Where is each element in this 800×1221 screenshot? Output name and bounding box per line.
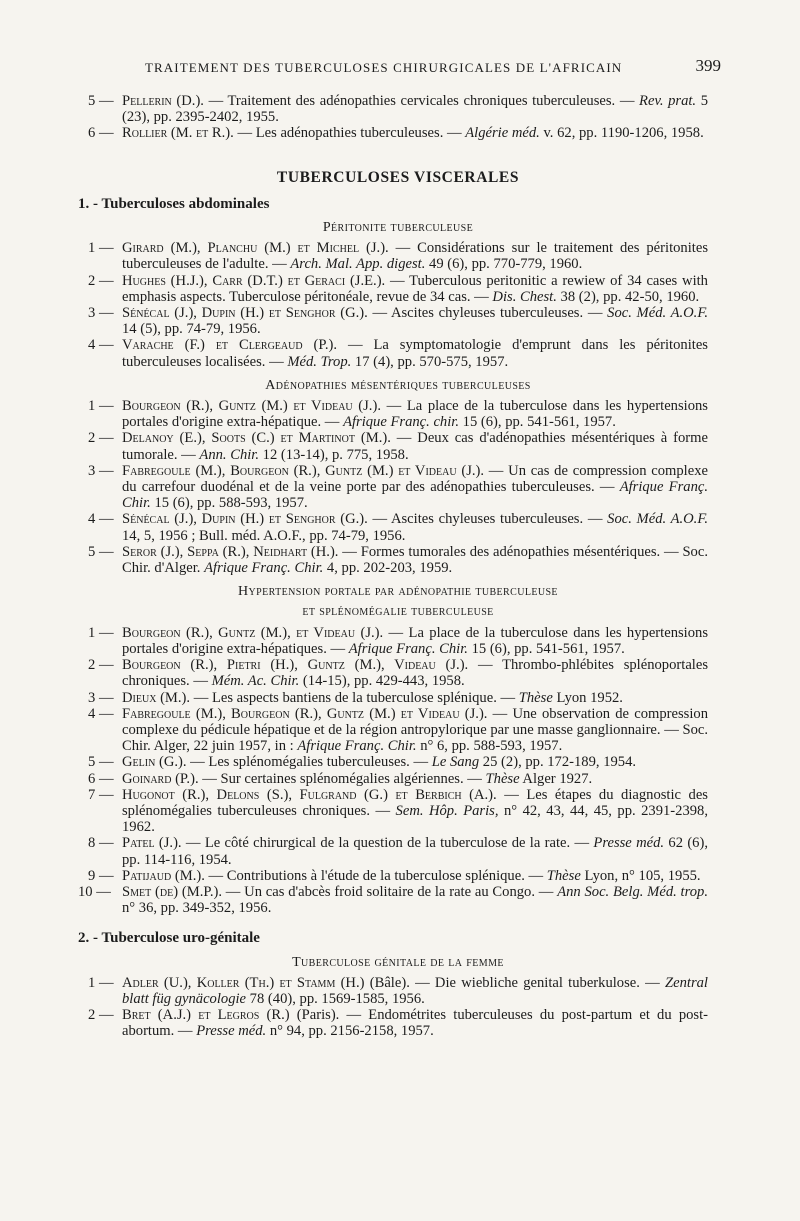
reference-journal: Afrique Franç. chir.: [343, 414, 459, 431]
reference-text: — Une observation de compression complexe du pédicule hépatique et de la région antropylorique par une masse ganglionnaire. — Soc. Chir. Alger, 22 juin 1957, in :: [122, 705, 708, 755]
reference-body: [122, 544, 708, 576]
reference-authors: Patel (J.).: [122, 835, 182, 852]
reference-journal: Dis. Chest.: [492, 288, 557, 305]
reference-entry: [88, 240, 708, 272]
reference-journal: Afrique Franç. Chir.: [122, 479, 708, 512]
reference-text: (Paris). — Endométrites tuberculeuses du post-partum et du post-abortum. —: [122, 1007, 709, 1040]
reference-journal: Mém. Ac. Chir.: [211, 673, 300, 690]
reference-body: [122, 398, 708, 430]
reference-authors: Seror (J.), Seppa (R.), Neidhart (H.).: [122, 543, 339, 560]
reference-entry: [88, 787, 708, 836]
reference-entry: [88, 868, 708, 884]
reference-tail: 4, pp. 202-203, 1959.: [323, 560, 453, 577]
reference-number: 4 —: [88, 337, 114, 354]
reference-text: — Tuberculous peritonitic a rewiew of 34 cases with emphasis aspects. Tuberculose péritonéale, revue de 34 cas. —: [122, 272, 708, 305]
reference-tail: n° 42, 43, 44, 45, pp. 2391-2398, 1962.: [122, 802, 708, 836]
group-heading-peritonite: Péritonite tuberculeuse: [322, 220, 474, 236]
reference-number: 5 —: [88, 93, 114, 109]
reference-journal: Thèse: [485, 770, 520, 787]
reference-list-continued: [88, 93, 708, 142]
reference-text: — Les étapes du diagnostic des splénomégalies tuberculeuses chroniques. —: [122, 786, 708, 819]
reference-number-value: 8: [88, 835, 96, 852]
reference-body: [122, 706, 708, 755]
reference-authors: Smet (de) (M.P.).: [122, 883, 222, 900]
reference-authors: Gelin (G.).: [122, 754, 187, 771]
reference-tail: 15 (6), pp. 541-561, 1957.: [467, 640, 625, 657]
reference-number: 3 —: [88, 689, 114, 706]
reference-text: — Les adénopathies tuberculeuses. —: [233, 125, 466, 142]
reference-authors: Fabregoule (M.), Bourgeon (R.), Guntz (M.) et Videau (J.).: [122, 462, 485, 479]
running-header: [145, 56, 721, 76]
reference-authors: Varache (F.) et Clergeaud (P.).: [122, 337, 338, 354]
reference-number-value: 7: [88, 786, 96, 803]
reference-number: 2 —: [88, 430, 114, 447]
reference-number: 5 —: [88, 543, 114, 560]
section-title: TUBERCULOSES VISCERALES: [276, 168, 520, 186]
reference-journal: Arch. Mal. App. digest.: [290, 256, 426, 273]
reference-body: [122, 754, 708, 770]
reference-number-value: 5: [88, 93, 96, 109]
reference-body: [122, 305, 708, 337]
reference-number-value: 4: [88, 705, 96, 722]
reference-tail: 25 (2), pp. 172-189, 1954.: [479, 754, 637, 771]
reference-tail: n° 94, pp. 2156-2158, 1957.: [266, 1023, 434, 1040]
reference-body: [122, 273, 708, 305]
reference-entry: [88, 337, 708, 369]
reference-number: 3 —: [88, 462, 114, 479]
reference-authors: Adler (U.), Koller (Th.) et Stamm (H.): [122, 974, 365, 991]
reference-tail: 17 (4), pp. 570-575, 1957.: [351, 353, 509, 370]
reference-text: — Contributions à l'étude de la tuberculose splénique. —: [204, 867, 547, 884]
reference-journal: Ann Soc. Belg. Méd. trop.: [557, 883, 708, 900]
reference-number: 5 —: [88, 754, 114, 771]
reference-number-value: 2: [88, 657, 96, 674]
reference-authors: Bourgeon (R.), Guntz (M.), et Videau (J.).: [122, 624, 384, 641]
reference-number: 3 —: [88, 305, 114, 322]
reference-entry: [88, 511, 708, 543]
reference-number-value: 5: [88, 543, 96, 560]
reference-number: 6 —: [88, 125, 114, 142]
reference-body: [122, 240, 708, 272]
reference-tail: 15 (6), pp. 541-561, 1957.: [459, 414, 616, 431]
reference-tail: Lyon 1952.: [552, 689, 623, 706]
reference-journal: Méd. Trop.: [287, 353, 352, 370]
reference-text: — Un cas de compression complexe du carrefour duodénal et de la veine porte par des adénopathies tuberculeuses. —: [122, 462, 708, 496]
reference-text: — Ascites chyleuses tuberculeuses. —: [367, 305, 608, 322]
page-number: 399: [695, 56, 721, 75]
reference-entry: [88, 835, 708, 867]
reference-journal: Ann. Chir.: [199, 446, 260, 463]
reference-number-value: 6: [88, 770, 96, 787]
reference-text: — La place de la tuberculose dans les hypertensions portales d'origine extra-hépatiques. —: [122, 624, 708, 657]
reference-number: 6 —: [88, 770, 114, 787]
reference-entry: [88, 754, 708, 770]
reference-text: — Deux cas d'adénopathies mésentériques à forme tumorale. —: [122, 430, 708, 463]
reference-number-value: 6: [88, 125, 96, 142]
reference-number-value: 4: [88, 337, 96, 354]
reference-entry: [88, 305, 708, 337]
reference-number-value: 4: [88, 511, 96, 528]
reference-entry: [88, 463, 708, 512]
reference-tail: 38 (2), pp. 42-50, 1960.: [556, 288, 700, 305]
reference-number-value: 1: [88, 624, 96, 641]
reference-number: 8 —: [88, 835, 114, 852]
reference-tail: 5 (23), pp. 2395-2402, 1955.: [122, 93, 708, 126]
reference-number-value: 3: [88, 689, 96, 706]
reference-entry: [88, 125, 708, 141]
reference-authors: Sénécal (J.), Dupin (H.) et Senghor (G.).: [122, 305, 368, 322]
reference-text: — Le côté chirurgical de la question de la tuberculose de la rate. —: [181, 835, 594, 852]
reference-text: — Formes tumorales des adénopathies mésentériques. — Soc. Chir. d'Alger.: [122, 543, 708, 577]
reference-journal: Soc. Méd. A.O.F.: [607, 511, 709, 528]
reference-list-peritonite: [88, 240, 708, 370]
reference-tail: 15 (6), pp. 588-593, 1957.: [150, 495, 308, 512]
reference-body: [122, 1007, 708, 1039]
reference-number: 1 —: [88, 974, 114, 991]
reference-list-hypertension: [78, 624, 709, 917]
group-heading-hypertension-line1: Hypertension portale par adénopathie tuberculeuse: [238, 584, 558, 600]
reference-number-value: 9: [88, 867, 96, 884]
reference-tail: Alger 1927.: [519, 770, 593, 787]
reference-entry: [88, 975, 708, 1007]
reference-number-value: 1: [88, 974, 96, 991]
reference-number: 2 —: [88, 272, 114, 289]
reference-entry: [88, 657, 708, 689]
reference-entry: [88, 625, 708, 657]
running-title: TRAITEMENT DES TUBERCULOSES CHIRURGICALES DE L'AFRICAIN: [145, 60, 623, 75]
reference-journal: Le Sang: [431, 754, 480, 771]
reference-body: [122, 868, 708, 884]
reference-journal: Zentral blatt füg gynäcologie: [122, 974, 708, 1007]
reference-journal: Presse méd.: [196, 1023, 267, 1040]
reference-body: [122, 690, 708, 706]
reference-list-adenopathies: [88, 398, 708, 576]
reference-number: 10 —: [78, 883, 111, 900]
reference-body: [122, 337, 708, 369]
reference-body: [122, 884, 708, 916]
reference-tail: 49 (6), pp. 770-779, 1960.: [425, 256, 583, 273]
subsection-title-uro-genitale: 2. - Tuberculose uro-génitale: [78, 930, 260, 947]
reference-text: — Ascites chyleuses tuberculeuses. —: [367, 511, 608, 528]
reference-text: — Sur certaines splénomégalies algériennes. —: [198, 770, 486, 787]
reference-tail: 14, 5, 1956 ; Bull. méd. A.O.F., pp. 74-79, 1956.: [122, 527, 406, 544]
reference-number-value: 2: [88, 272, 96, 289]
reference-text: — La place de la tuberculose dans les hypertensions portales d'origine extra-hépatique. —: [122, 398, 708, 431]
reference-journal: Algérie méd.: [465, 125, 540, 142]
reference-authors: Girard (M.), Planchu (M.) et Michel (J.).: [122, 240, 389, 257]
reference-body: [122, 625, 708, 657]
reference-text: — Un cas d'abcès froid solitaire de la rate au Congo. —: [222, 883, 558, 900]
reference-number: 1 —: [88, 398, 114, 415]
group-heading-adenopathies: Adénopathies mésentériques tuberculeuses: [265, 377, 531, 393]
reference-body: [122, 771, 708, 787]
reference-entry: [88, 93, 708, 125]
reference-tail: (14-15), pp. 429-443, 1958.: [299, 673, 465, 690]
reference-authors: Hugonot (R.), Delons (S.), Fulgrand (G.) et Berbich (A.).: [122, 786, 497, 803]
reference-text: — Thrombo-phlébites splénoportales chroniques. —: [122, 657, 709, 690]
reference-number: 1 —: [88, 624, 114, 641]
reference-text: — La symptomatologie d'emprunt dans les péritonites tuberculeuses localisées. —: [122, 337, 708, 370]
reference-number-value: 1: [88, 398, 96, 415]
reference-journal: Presse méd.: [593, 835, 665, 852]
reference-number-value: 2: [88, 1007, 96, 1024]
reference-tail: 62 (6), pp. 114-116, 1954.: [122, 835, 708, 868]
bibliography: [78, 93, 709, 1040]
reference-authors: Bret (A.J.) et Legros (R.): [122, 1007, 290, 1024]
reference-authors: Rollier (M. et R.).: [122, 125, 234, 142]
reference-authors: Dieux (M.).: [122, 689, 191, 706]
reference-number: 1 —: [88, 240, 114, 257]
reference-authors: Sénécal (J.), Dupin (H.) et Senghor (G.).: [122, 511, 368, 528]
reference-journal: Afrique Franç. Chir.: [204, 560, 324, 577]
reference-body: [122, 93, 708, 125]
reference-text: — Considérations sur le traitement des péritonites tuberculeuses de l'adulte. —: [122, 240, 708, 273]
reference-entry: [88, 771, 708, 787]
reference-journal: Thèse: [546, 867, 581, 884]
reference-number-value: 1: [88, 240, 96, 257]
reference-text: — Traitement des adénopathies cervicales chroniques tuberculeuses. —: [203, 93, 640, 109]
reference-number-value: 5: [88, 754, 96, 771]
reference-journal: Rev. prat.: [639, 93, 697, 109]
reference-entry: [88, 273, 708, 305]
subsection-title-abdominales: 1. - Tuberculoses abdominales: [78, 195, 270, 212]
reference-tail: n° 36, pp. 349-352, 1956.: [122, 900, 272, 917]
reference-entry: [88, 544, 708, 576]
reference-authors: Bourgeon (R.), Pietri (H.), Guntz (M.), Videau (J.).: [122, 657, 469, 674]
reference-entry: [88, 690, 708, 706]
reference-number: 4 —: [88, 511, 114, 528]
reference-body: [122, 430, 708, 462]
reference-list-genitale: [88, 975, 708, 1040]
reference-entry: [88, 398, 708, 430]
reference-tail: Lyon, n° 105, 1955.: [580, 867, 701, 884]
reference-tail: 14 (5), pp. 74-79, 1956.: [122, 321, 261, 338]
reference-number: 4 —: [88, 705, 114, 722]
reference-journal: Soc. Méd. A.O.F.: [607, 305, 709, 322]
reference-body: [122, 657, 708, 689]
reference-authors: Fabregoule (M.), Bourgeon (R.), Guntz (M.) et Videau (J.).: [122, 705, 488, 722]
reference-number-value: 3: [88, 462, 96, 479]
reference-body: [122, 835, 708, 867]
reference-journal: Afrique Franç. Chir.: [297, 738, 417, 755]
reference-body: [122, 975, 708, 1007]
reference-authors: Pellerin (D.).: [122, 93, 204, 109]
reference-text: (Bâle). — Die wiebliche genital tuberkulose. —: [364, 974, 665, 991]
reference-number-value: 3: [88, 305, 96, 322]
reference-tail: 12 (13-14), p. 775, 1958.: [259, 446, 409, 463]
reference-tail: 78 (40), pp. 1569-1585, 1956.: [246, 990, 425, 1007]
reference-journal: Sem. Hôp. Paris,: [395, 802, 499, 819]
reference-number: 7 —: [88, 786, 114, 803]
reference-entry: [88, 430, 708, 462]
reference-entry: [78, 883, 708, 917]
reference-journal: Thèse: [518, 689, 553, 706]
reference-number: 2 —: [88, 1007, 114, 1024]
reference-tail: v. 62, pp. 1190-1206, 1958.: [539, 125, 704, 142]
reference-text: — Les aspects bantiens de la tuberculose splénique. —: [190, 689, 519, 706]
group-heading-hypertension-line2: et splénomégalie tuberculeuse: [302, 604, 494, 620]
reference-number: 2 —: [88, 657, 114, 674]
reference-body: [122, 787, 708, 836]
reference-tail: n° 6, pp. 588-593, 1957.: [416, 738, 563, 755]
reference-body: [122, 511, 708, 543]
reference-text: — Les splénomégalies tuberculeuses. —: [186, 754, 432, 771]
reference-entry: [88, 1007, 708, 1039]
reference-number: 9 —: [88, 867, 114, 884]
reference-entry: [88, 706, 708, 755]
reference-body: [122, 125, 708, 141]
reference-authors: Goinard (P.).: [122, 770, 199, 787]
reference-authors: Patijaud (M.).: [122, 867, 205, 884]
reference-authors: Delanoy (E.), Soots (C.) et Martinot (M.).: [122, 430, 391, 447]
reference-number-value: 10: [78, 883, 93, 900]
reference-journal: Afrique Franç. Chir.: [348, 640, 468, 657]
group-heading-genitale: Tuberculose génitale de la femme: [292, 954, 504, 970]
reference-authors: Hughes (H.J.), Carr (D.T.) et Geraci (J.E.).: [122, 272, 386, 289]
reference-authors: Bourgeon (R.), Guntz (M.) et Videau (J.).: [122, 398, 381, 415]
reference-number-value: 2: [88, 430, 96, 447]
reference-body: [122, 463, 708, 512]
